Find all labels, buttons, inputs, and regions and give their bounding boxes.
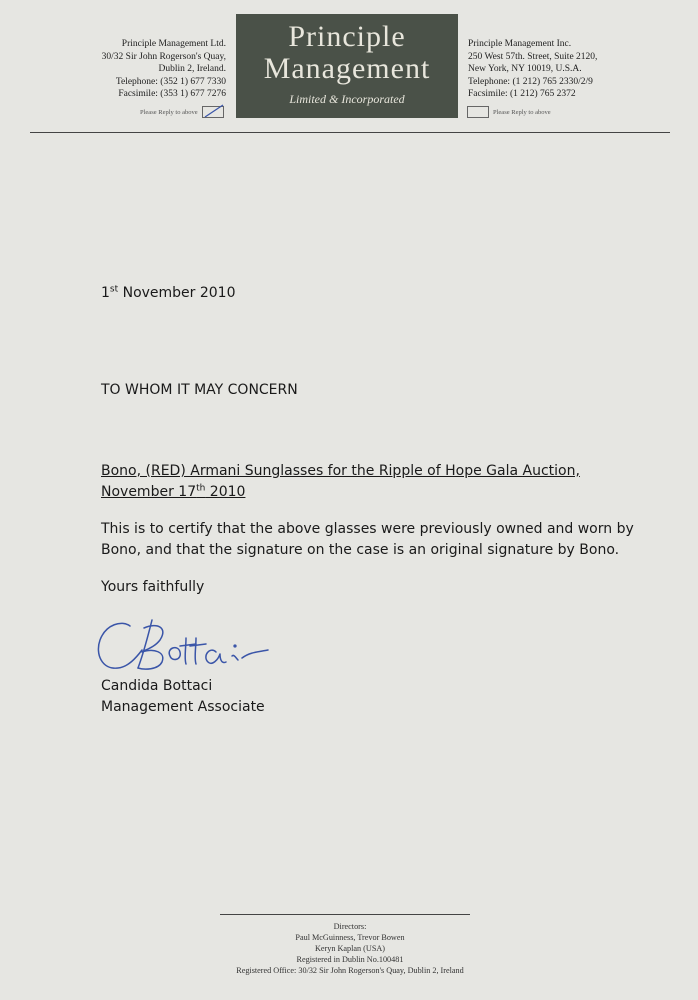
- company-logo: [236, 14, 458, 118]
- right-address-line: Principle Management Inc.: [468, 39, 572, 49]
- letter-date: 1st November 2010: [101, 284, 236, 301]
- left-address-line: Dublin 2, Ireland.: [158, 64, 226, 74]
- left-address-line: Facsimile: (353 1) 677 7276: [118, 89, 226, 99]
- signer-name: Candida Bottaci: [101, 678, 213, 694]
- reply-left-checkbox: [202, 106, 224, 118]
- reply-right-checkbox: [467, 106, 489, 118]
- handwritten-signature: [92, 612, 272, 680]
- footer-line: Paul McGuinness, Trevor Bowen: [295, 933, 405, 942]
- salutation: TO WHOM IT MAY CONCERN: [101, 382, 298, 398]
- footer-line: Keryn Kaplan (USA): [314, 944, 386, 953]
- signer-title: Management Associate: [101, 699, 265, 715]
- footer-line: Registered Office: 30/32 Sir John Rogerson's Quay, Dublin 2, Ireland: [236, 966, 464, 975]
- subject-line: [101, 461, 580, 503]
- footer-line: Directors:: [333, 922, 367, 931]
- subject-line-1: Bono, (RED) Armani Sunglasses for the Ripple of Hope Gala Auction,: [101, 463, 580, 479]
- right-office-address: [468, 38, 668, 101]
- logo-tagline: Limited & Incorporated: [289, 92, 405, 106]
- left-office-address: [60, 38, 226, 101]
- certification-paragraph: This is to certify that the above glasses were previously owned and worn by Bono, and that the signature on the case is an original signature by Bono.: [101, 521, 634, 558]
- right-address-line: Facsimile: (1 212) 765 2372: [468, 89, 576, 99]
- logo-line-principle: Principle: [288, 20, 406, 53]
- check-mark-icon: [203, 103, 225, 119]
- left-address-line: Telephone: (352 1) 677 7330: [115, 76, 226, 87]
- signer-block: [101, 676, 265, 718]
- footer-divider: [220, 914, 470, 915]
- footer-company-details: [150, 921, 550, 976]
- reply-right-option: [467, 106, 551, 118]
- left-address-line: 30/32 Sir John Rogerson's Quay,: [101, 51, 226, 62]
- closing: Yours faithfully: [101, 579, 205, 595]
- left-address-line: Principle Management Ltd.: [121, 39, 226, 49]
- right-address-line: 250 West 57th. Street, Suite 2120,: [468, 51, 598, 62]
- reply-left-option: [140, 106, 224, 118]
- footer-line: Registered in Dublin No.100481: [296, 955, 404, 964]
- right-address-line: Telephone: (1 212) 765 2330/2/9: [468, 76, 593, 87]
- right-address-line: New York, NY 10019, U.S.A.: [468, 64, 582, 74]
- subject-line-2: November 17th 2010: [101, 483, 246, 500]
- logo-line-management: Management: [263, 52, 431, 85]
- header-divider: [30, 132, 670, 133]
- reply-left-label: Please Reply to above: [140, 108, 198, 116]
- reply-right-label: Please Reply to above: [493, 108, 551, 116]
